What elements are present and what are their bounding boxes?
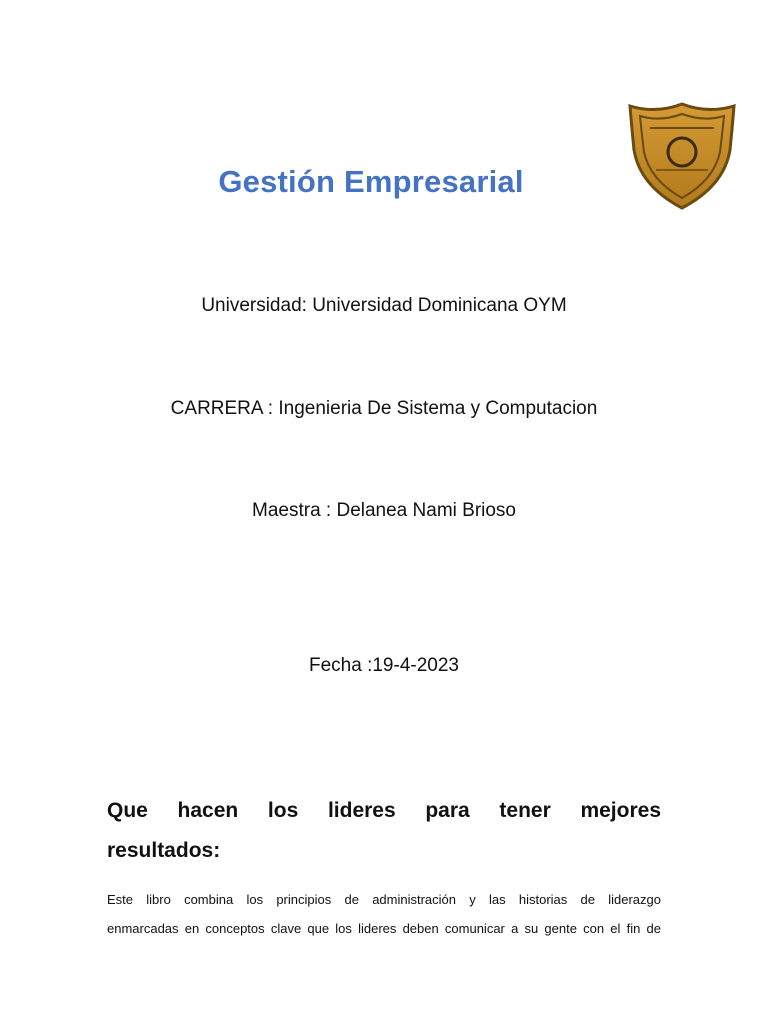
section-heading (107, 791, 661, 871)
section-heading-line-1: Que hacen los lideres para tener mejores (107, 799, 661, 822)
career-line: CARRERA : Ingenieria De Sistema y Computacion (170, 398, 598, 419)
university-line: Universidad: Universidad Dominicana OYM (201, 295, 567, 316)
body-line-1: Este libro combina los principios de administración y las historias de liderazgo (107, 892, 661, 907)
body-line-2: enmarcadas en conceptos clave que los lideres deben comunicar a su gente con el fin de (107, 921, 661, 936)
section-body (107, 885, 661, 943)
document-title: Gestión Empresarial (218, 164, 524, 199)
date-line: Fecha :19-4-2023 (309, 655, 459, 676)
section-heading-line-2: resultados: (107, 839, 221, 862)
teacher-line: Maestra : Delanea Nami Brioso (252, 500, 516, 521)
